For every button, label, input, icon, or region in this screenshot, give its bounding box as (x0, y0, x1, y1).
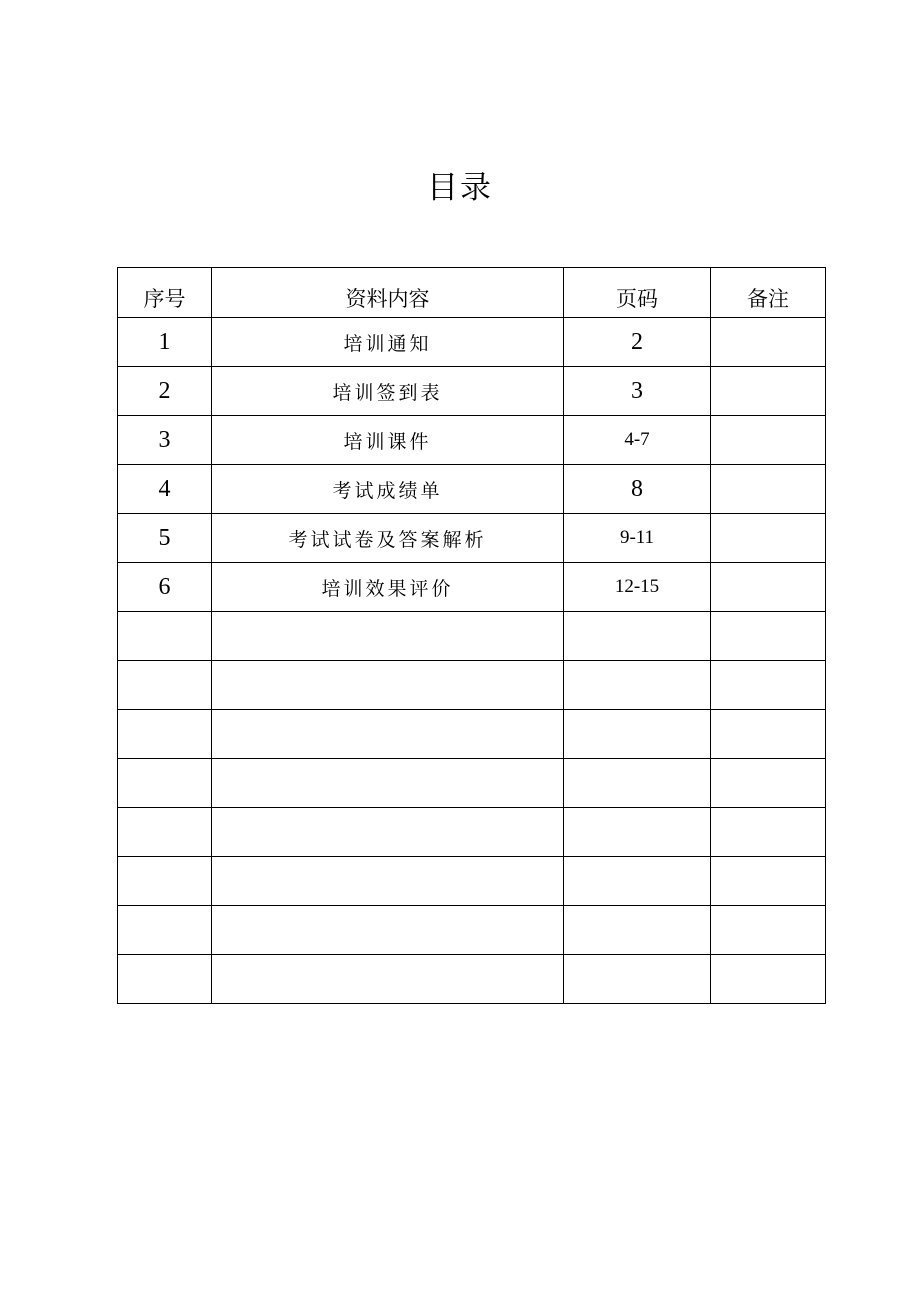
empty-table-row (118, 955, 826, 1004)
empty-cell (118, 906, 212, 955)
empty-cell (711, 759, 826, 808)
row-number: 5 (118, 514, 212, 563)
empty-cell (212, 857, 564, 906)
row-number: 2 (118, 367, 212, 416)
empty-cell (564, 661, 711, 710)
table-row (118, 367, 826, 416)
row-note (711, 367, 826, 416)
empty-table-row (118, 759, 826, 808)
empty-cell (711, 612, 826, 661)
table-row (118, 563, 826, 612)
empty-cell (564, 759, 711, 808)
empty-cell (118, 759, 212, 808)
header-no: 序号 (118, 268, 212, 318)
table-header-row (118, 268, 826, 318)
empty-table-row (118, 857, 826, 906)
row-page: 12-15 (564, 563, 711, 612)
row-number: 6 (118, 563, 212, 612)
row-note (711, 416, 826, 465)
row-content: 考试试卷及答案解析 (212, 514, 564, 563)
empty-table-row (118, 612, 826, 661)
row-note (711, 318, 826, 367)
empty-cell (711, 955, 826, 1004)
row-number: 1 (118, 318, 212, 367)
header-page: 页码 (564, 268, 711, 318)
row-note (711, 465, 826, 514)
row-page: 3 (564, 367, 711, 416)
empty-cell (711, 906, 826, 955)
empty-table-row (118, 808, 826, 857)
table-row (118, 318, 826, 367)
table-row (118, 514, 826, 563)
header-note: 备注 (711, 268, 826, 318)
empty-cell (564, 955, 711, 1004)
row-content: 考试成绩单 (212, 465, 564, 514)
empty-cell (212, 661, 564, 710)
empty-cell (564, 857, 711, 906)
empty-table-row (118, 710, 826, 759)
table-row (118, 465, 826, 514)
empty-cell (212, 955, 564, 1004)
row-note (711, 563, 826, 612)
table-row (118, 416, 826, 465)
empty-cell (118, 857, 212, 906)
row-number: 3 (118, 416, 212, 465)
empty-cell (118, 808, 212, 857)
row-number: 4 (118, 465, 212, 514)
empty-cell (212, 906, 564, 955)
empty-cell (564, 808, 711, 857)
empty-cell (118, 710, 212, 759)
empty-cell (118, 612, 212, 661)
empty-cell (212, 710, 564, 759)
empty-cell (118, 661, 212, 710)
empty-cell (711, 857, 826, 906)
row-content: 培训效果评价 (212, 563, 564, 612)
page-title: 目录 (427, 170, 493, 206)
row-page: 9-11 (564, 514, 711, 563)
empty-cell (564, 906, 711, 955)
row-note (711, 514, 826, 563)
empty-cell (711, 710, 826, 759)
empty-cell (564, 612, 711, 661)
empty-cell (212, 612, 564, 661)
empty-table-row (118, 661, 826, 710)
empty-cell (711, 808, 826, 857)
toc-table (117, 267, 826, 1004)
row-page: 4-7 (564, 416, 711, 465)
empty-cell (711, 661, 826, 710)
row-content: 培训课件 (212, 416, 564, 465)
row-content: 培训签到表 (212, 367, 564, 416)
empty-cell (118, 955, 212, 1004)
empty-cell (212, 808, 564, 857)
empty-cell (564, 710, 711, 759)
header-content: 资料内容 (212, 268, 564, 318)
empty-table-row (118, 906, 826, 955)
empty-cell (212, 759, 564, 808)
row-page: 2 (564, 318, 711, 367)
row-content: 培训通知 (212, 318, 564, 367)
row-page: 8 (564, 465, 711, 514)
